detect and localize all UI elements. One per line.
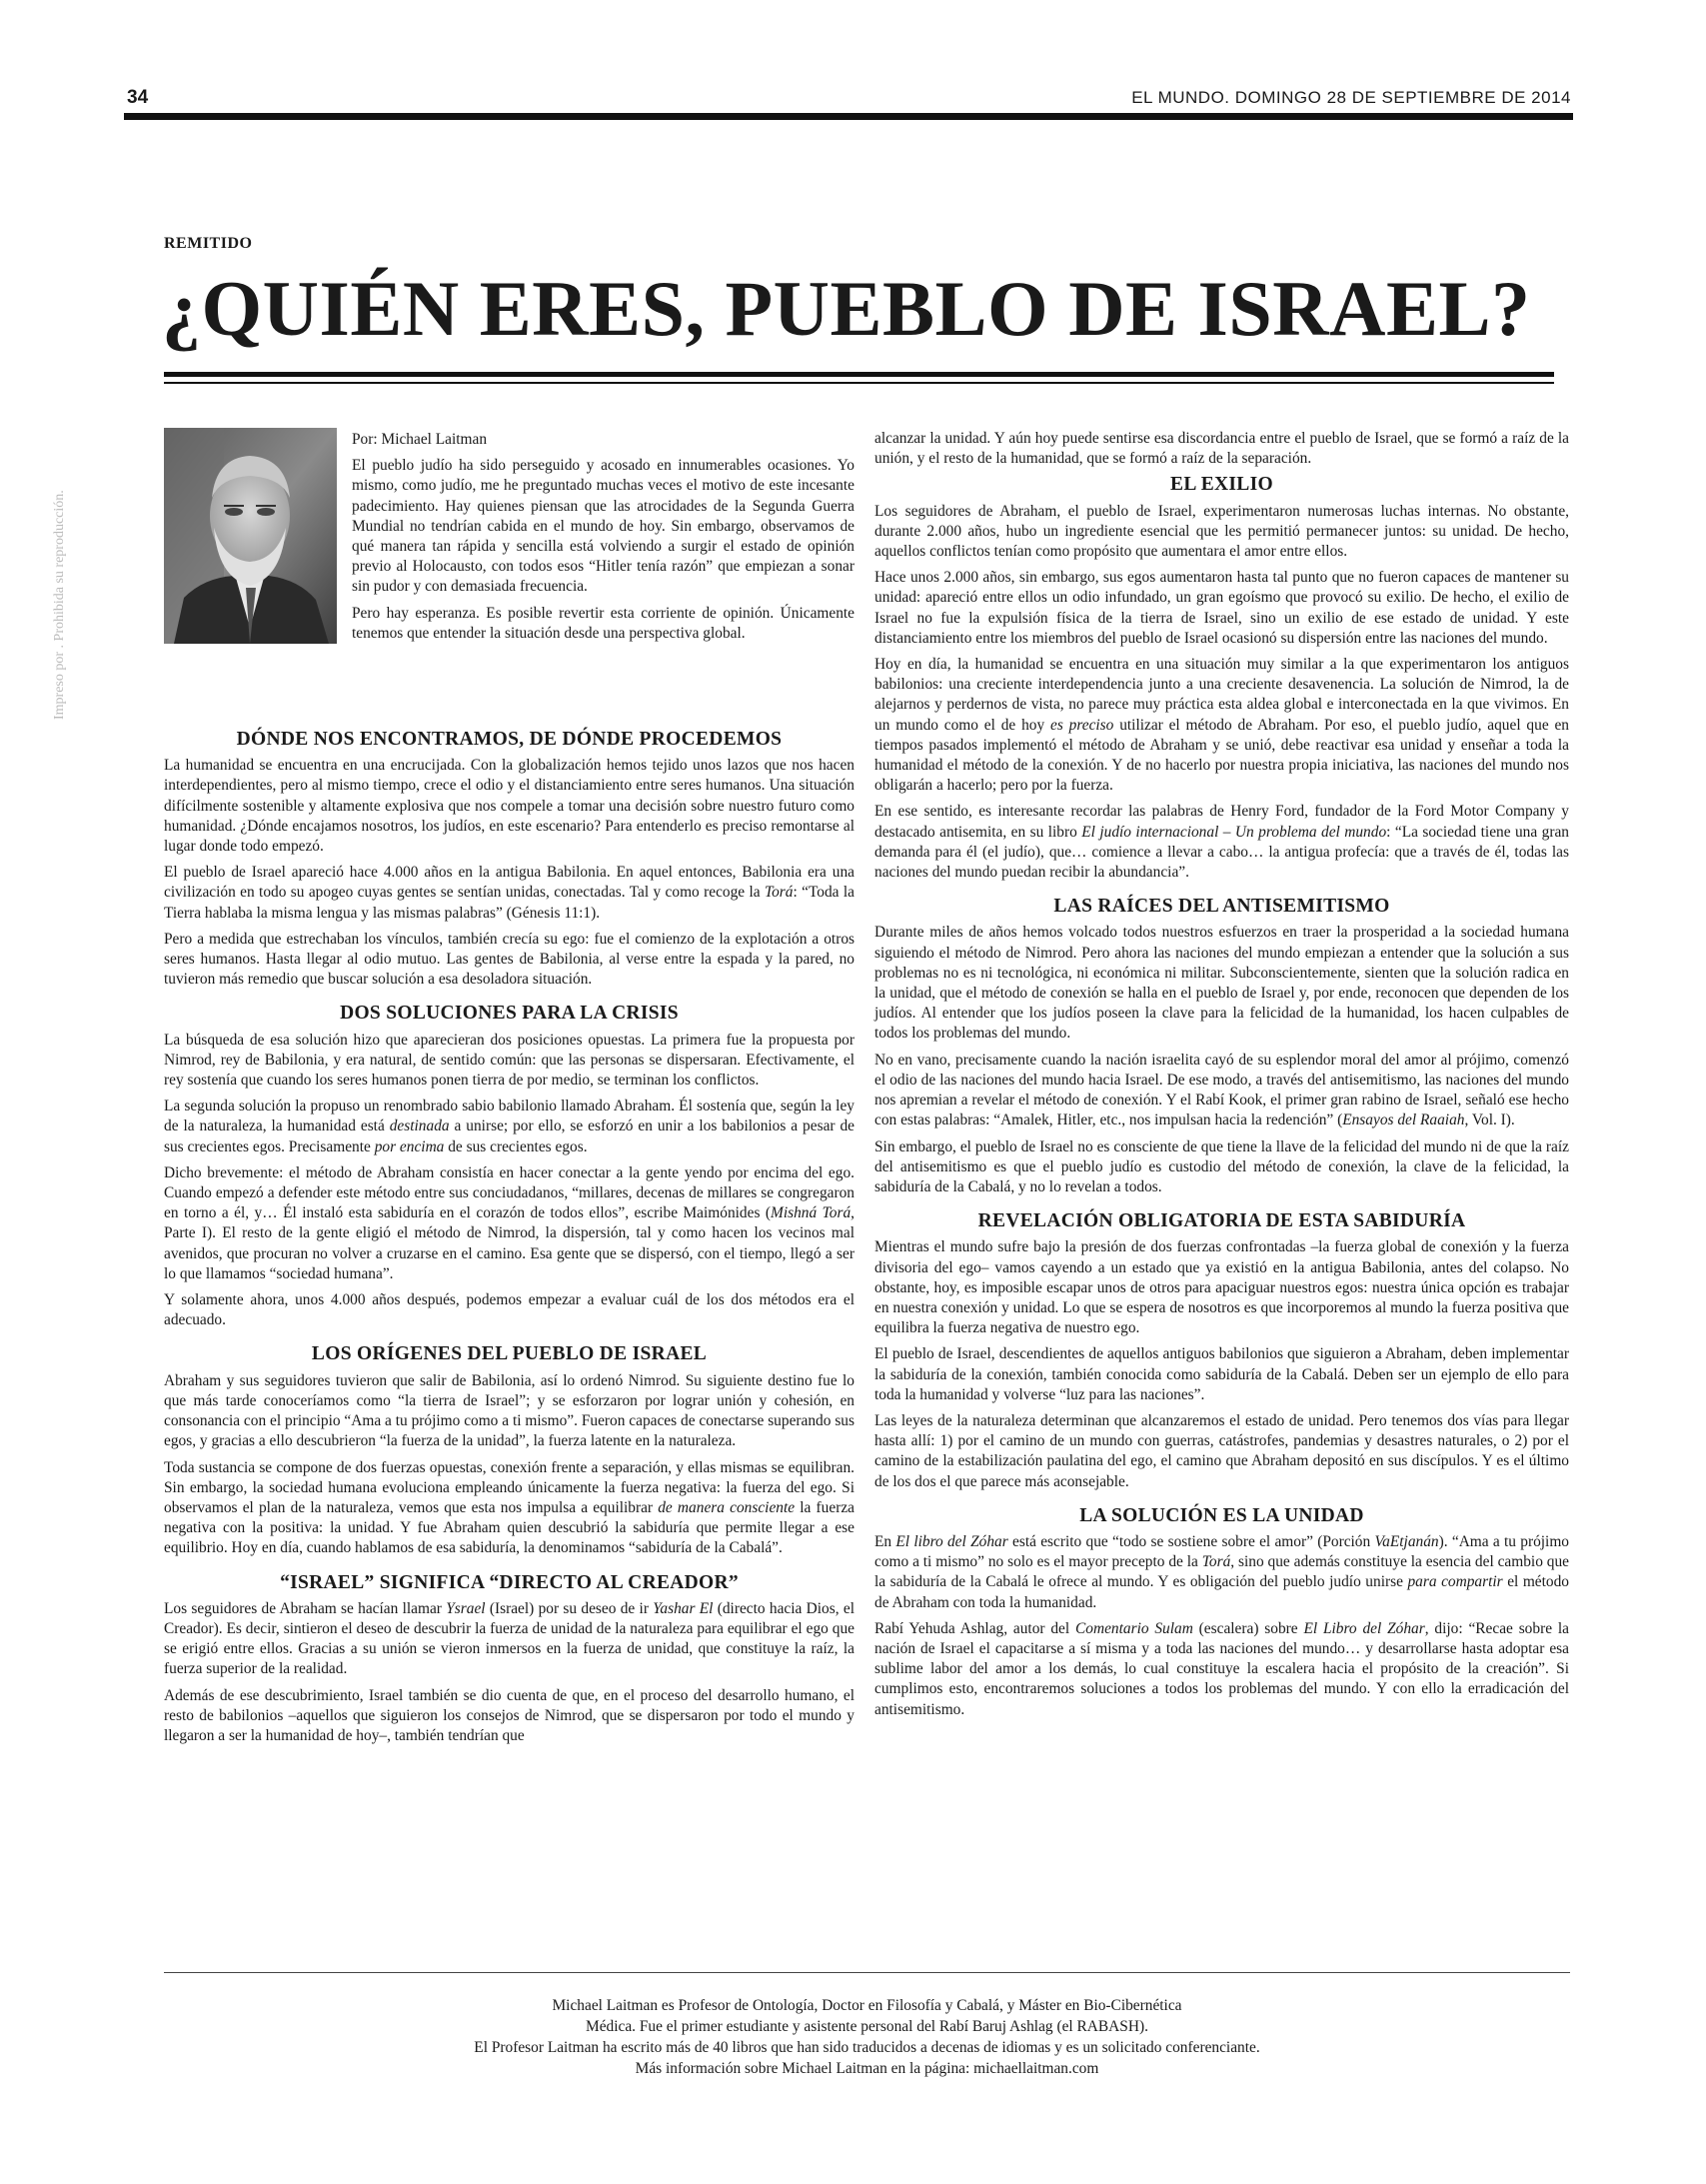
headline-rule-thin bbox=[164, 382, 1554, 384]
paragraph: Pero a medida que estrechaban los vínculos, también crecía su ego: fue el comienzo de la explotación a otros seres humanos. Hasta llegar al odio mutuo. Las gentes de Babilonia, al verse entre la espada y la pared, no tuvieron más remedio que buscar solución a esa desoladora situación. bbox=[164, 930, 854, 989]
section-heading: LOS ORÍGENES DEL PUEBLO DE ISRAEL bbox=[311, 1343, 708, 1365]
copyright-side-note: Impreso por . Prohibida su reproducción. bbox=[52, 490, 67, 720]
section-heading: “ISRAEL” SIGNIFICA “DIRECTO AL CREADOR” bbox=[280, 1571, 739, 1593]
paragraph: Sin embargo, el pueblo de Israel no es consciente de que tiene la llave de la felicidad del mundo ni de que la raíz del antisemitismo es que el pueblo judío es custodio del método de conexión, la clave de la felicidad, la sabiduría de la Cabalá, y no lo revelan a todos. bbox=[874, 1137, 1569, 1195]
paragraph: La segunda solución la propuso un renombrado sabio babilonio llamado Abraham. Él sostenía que, según la ley de la naturaleza, la humanidad está destinada a unirse; por ello, se esforzó en unir a los babilonios a pesar de sus crecientes egos. Precisamente por encima de sus crecientes egos. bbox=[164, 1097, 854, 1155]
footer-line: Médica. Fue el primer estudiante y asistente personal del Rabí Baruj Ashlag (el RABASH). bbox=[586, 2018, 1148, 2035]
paragraph: La búsqueda de esa solución hizo que aparecieran dos posiciones opuestas. La primera fue la propuesta por Nimrod, rey de Babilonia, y era natural, de sentido común: que las personas se dispersaran. Efectivamente, el rey sostenía que cuando los seres humanos ponen tierra de por medio, se terminan los conflictos. bbox=[164, 1031, 854, 1090]
author-bio-footer bbox=[164, 1995, 1570, 2079]
paragraph: Hoy en día, la humanidad se encuentra en una situación muy similar a la que experimentaron los antiguos babilonios: una creciente interdependencia junto a una creciente desavenencia. La solución de Nimrod, la de alejarnos y perdernos de vista, no parece muy práctica esta aldea global e interconectada en la que vivimos. En un mundo como el de hoy es preciso utilizar el método de Abraham. Por eso, el pueblo judío, aquel que en tiempos pasados implementó el método de Abraham y se unió, debe reactivar esa unidad y enseñar a toda la humanidad el método de la conexión. Y de no hacerlo por nuestra propia iniciativa, las naciones del mundo nos obligarán a hacerlo; pero por la fuerza. bbox=[874, 656, 1569, 795]
paragraph: Las leyes de la naturaleza determinan que alcanzaremos el estado de unidad. Pero tenemos dos vías para llegar hasta allí: 1) por el camino de un mundo con guerras, catástrofes, pandemias y desastres naturales, o 2) por el camino de la estabilización paulatina del ego, el camino que Abraham depositó en sus discípulos. Y es el último de los dos el que parece más aconsejable. bbox=[874, 1411, 1569, 1490]
paragraph: Hace unos 2.000 años, sin embargo, sus egos aumentaron hasta tal punto que no fueron capaces de mantener su unidad: apareció entre ellos un odio infundado, un gran egoísmo que provocó su exilio. De hecho, el exilio de Israel no fue la expulsión física de la tierra de Israel, sino un exilio de ese estado de unidad. Y este distanciamiento entre los miembros del pueblo de Israel ocasionó su dispersión entre las naciones del mundo. bbox=[874, 569, 1569, 647]
top-rule bbox=[124, 113, 1573, 120]
paragraph: Toda sustancia se compone de dos fuerzas opuestas, conexión frente a separación, y ellas mismas se equilibran. Sin embargo, la sociedad humana evoluciona empleando únicamente la fuerza negativa: la fuerza del ego. Si observamos el plan de la naturaleza, vemos que esta nos impulsa a equilibrar de manera consciente la fuerza negativa con la positiva: la unidad. Y fue Abraham quien descubrió la sabiduría que permite llegar a ese equilibrio. Hoy en día, cuando hablamos de esa sabiduría, la denominamos “sabiduría de la Cabalá”. bbox=[164, 1458, 854, 1557]
section-heading: DÓNDE NOS ENCONTRAMOS, DE DÓNDE PROCEDEMOS bbox=[236, 729, 783, 750]
paragraph: El pueblo de Israel, descendientes de aquellos antiguos babilonios que siguieron a Abraham, deben implementar la sabiduría de la conexión, también conocida como sabiduría de la Cabalá. Deben ser un ejemplo de ello para toda la humanidad y volverse “luz para las naciones”. bbox=[874, 1345, 1569, 1403]
section-heading: DOS SOLUCIONES PARA LA CRISIS bbox=[340, 1003, 679, 1025]
section-heading: LAS RAÍCES DEL ANTISEMITISMO bbox=[1053, 896, 1390, 918]
paragraph: Durante miles de años hemos volcado todos nuestros esfuerzos en traer la prosperidad a la sociedad humana siguiendo el método de Nimrod. Pero ahora las naciones del mundo empiezan a entender que la solución a sus problemas no es ni tecnológica, ni económica ni militar. Subconscientemente, sienten que la solución radica en la unidad, que el método de conexión se halla en el pueblo de Israel y, por ende, reconocen que dependen de los judíos. Al entender que los judíos poseen la clave para la felicidad de la humanidad, los hacen culpables de todos los problemas del mundo. bbox=[874, 924, 1569, 1043]
paragraph: Dicho brevemente: el método de Abraham consistía en hacer conectar a la gente yendo por encima del ego. Cuando empezó a defender este método entre sus conciudadanos, “millares, decenas de millares se congregaron en torno a él, y… Él instaló esta sabiduría en el corazón de todos ellos”, escribe Maimónides (Mishná Torá, Parte I). El resto de la gente eligió el método de Nimrod, la dispersión, tal y como hacen los vecinos mal avenidos, que procuran no volver a cruzarse en el camino. Esa gente que se dispersó, con el tiempo, llegó a ser lo que llamamos “sociedad humana”. bbox=[164, 1163, 855, 1282]
paragraph: Mientras el mundo sufre bajo la presión de dos fuerzas confrontadas –la fuerza global de conexión y la fuerza divisoria del ego– vamos cayendo a un estado que ya existió en la antigua Babilonia, antes del colapso. No obstante, hoy, es imposible escapar unos de otros para apaciguar nuestros egos: nuestra única opción es trabajar en nuestra conexión y unidad. Lo que se espera de nosotros es que incorporemos al mundo la fuerza positiva que equilibra la fuerza negativa de nuestro ego. bbox=[874, 1238, 1569, 1337]
headline-rule-thick bbox=[164, 372, 1554, 377]
page-number: 34 bbox=[127, 87, 149, 108]
footer-line: Michael Laitman es Profesor de Ontología, Doctor en Filosofía y Cabalá, y Máster en Bio-Cibernética bbox=[552, 1997, 1182, 2014]
section-heading: REVELACIÓN OBLIGATORIA DE ESTA SABIDURÍA bbox=[977, 1210, 1466, 1232]
paragraph: alcanzar la unidad. Y aún hoy puede sentirse esa discordancia entre el pueblo de Israel, que se formó a raíz de la unión, y el resto de la humanidad, que se formó a raíz de la separación. bbox=[874, 430, 1569, 468]
paragraph: La humanidad se encuentra en una encrucijada. Con la globalización hemos tejido unos lazos que nos hacen interdependientes, pero al mismo tiempo, crece el odio y el distanciamiento entre seres humanos. Una situación difícilmente sostenible y altamente explosiva que nos compele a tomar una decisión sobre nuestro futuro como humanidad. ¿Dónde encajamos nosotros, los judíos, en este escenario? Para entenderlo es preciso remontarse al lugar donde todo empezó. bbox=[164, 757, 854, 856]
footer-line: El Profesor Laitman ha escrito más de 40 libros que han sido traducidos a decenas de idiomas y es un solicitado conferenciante. bbox=[474, 2039, 1260, 2056]
author-photo bbox=[164, 428, 337, 644]
section-label: REMITIDO bbox=[164, 235, 253, 252]
intro-column bbox=[352, 430, 854, 650]
section-heading: EL EXILIO bbox=[1170, 474, 1273, 496]
paragraph: En ese sentido, es interesante recordar las palabras de Henry Ford, fundador de la Ford Motor Company y destacado antisemita, en su libro El judío internacional – Un problema del mundo: “La sociedad tiene una gran demanda para él (el judío), que… comience a llevar a cabo… la antigua profecía: que a través de él, todas las naciones del mundo puedan recibir la abundancia”. bbox=[874, 803, 1569, 882]
paragraph: Los seguidores de Abraham se hacían llamar Ysrael (Israel) por su deseo de ir Yashar El (directo hacia Dios, el Creador). Es decir, sintieron el deseo de descubrir la fuerza de unidad de la naturaleza para equilibrar el ego que se erigió entre ellos. Gracias a su unión se vieron inmersos en la fuerza de unidad, que constituye la raíz, la fuerza superior de la realidad. bbox=[164, 1599, 854, 1678]
headline: ¿QUIÉN ERES, PUEBLO DE ISRAEL? bbox=[162, 265, 1531, 352]
paragraph: Además de ese descubrimiento, Israel también se dio cuenta de que, en el proceso del desarrollo humano, el resto de babilonios –aquellos que siguieron los consejos de Nimrod, que se dispersaron por todo el mundo y llegaron a ser la humanidad de hoy–, también tendrían que bbox=[164, 1686, 854, 1744]
intro-paragraph: El pueblo judío ha sido perseguido y acosado en innumerables ocasiones. Yo mismo, como judío, me he preguntado muchas veces el motivo de este incesante padecimiento. Hay quienes piensan que las atrocidades de la Segunda Guerra Mundial no tendrían cabida en el mundo de hoy. Sin embargo, observamos de qué manera tan rápida y sencilla está volviendo a surgir el estado de opinión previo al Holocausto, con todos esos “Hitler tenía razón” que empiezan a sonar sin pudor y con demasiada frecuencia. bbox=[352, 457, 854, 596]
right-column bbox=[874, 429, 1569, 1726]
paragraph: En El libro del Zóhar está escrito que “todo se sostiene sobre el amor” (Porción VaEtjanán). “Ama a tu prójimo como a ti mismo” no solo es el mayor precepto de la Torá, sino que además constituye la esencia del cambio que la sabiduría de la Cabalá le ofrece al mundo. Y es obligación del pueblo judío unirse para compartir el método de Abraham con toda la humanidad. bbox=[874, 1532, 1570, 1611]
author-portrait-image bbox=[164, 428, 337, 644]
paragraph: Los seguidores de Abraham, el pueblo de Israel, experimentaron numerosas luchas internas. No obstante, durante 2.000 años, hubo un ingrediente esencial que les permitió permanecer juntos: su unidad. De hecho, aquellos conflictos tenían como propósito que aumentara el amor entre ellos. bbox=[874, 502, 1569, 561]
left-column bbox=[164, 716, 854, 1752]
paragraph: Abraham y sus seguidores tuvieron que salir de Babilonia, así lo ordenó Nimrod. Su siguiente destino fue lo que más tarde conoceríamos como “la tierra de Israel”; y se esforzaron por lograr unión y cohesión, en consonancia con el principio “Ama a tu prójimo como a ti mismo”. Fueron capaces de conectarse superando sus egos, y gracias a ello descubrieron “la fuerza de la unidad”, la fuerza latente en la naturaleza. bbox=[164, 1371, 854, 1450]
section-heading: LA SOLUCIÓN ES LA UNIDAD bbox=[1079, 1504, 1364, 1526]
paragraph: Rabí Yehuda Ashlag, autor del Comentario Sulam (escalera) sobre El Libro del Zóhar, dijo: “Recae sobre la nación de Israel el capacitarse a sí misma y a toda las naciones del mundo… y desarrollarse hasta adoptar esa sublime labor del amor a los demás, lo cual constituye la escalera hacia el propósito de la creación”. Si cumplimos esto, encontraremos soluciones a todos los problemas del mundo. Y con ello la erradicación del antisemitismo. bbox=[874, 1619, 1569, 1718]
paragraph: No en vano, precisamente cuando la nación israelita cayó de su esplendor moral del amor al prójimo, comenzó el odio de las naciones del mundo hacia Israel. De ese modo, a través del antisemitismo, las naciones del mundo nos apremian a revelar el método de conexión. Y el Rabí Kook, el primer gran rabino de Israel, señaló ese hecho con estas palabras: “Amalek, Hitler, etc., nos impulsan hacia la redención” (Ensayos del Raaiah, Vol. I). bbox=[874, 1051, 1569, 1129]
dateline: EL MUNDO. DOMINGO 28 DE SEPTIEMBRE DE 2014 bbox=[1131, 88, 1571, 107]
paragraph: Y solamente ahora, unos 4.000 años después, podemos empezar a evaluar cuál de los dos métodos era el adecuado. bbox=[164, 1291, 854, 1329]
footer-line: Más información sobre Michael Laitman en la página: michaellaitman.com bbox=[635, 2060, 1099, 2077]
paragraph: El pueblo de Israel apareció hace 4.000 años en la antigua Babilonia. En aquel entonces, Babilonia era una civilización en todo su apogeo cuyas gentes se sentían unidas, conectadas. Tal y como recoge la Torá: “Toda la Tierra hablaba la misma lengua y las mismas palabras” (Génesis 11:1). bbox=[164, 864, 854, 922]
intro-paragraph: Pero hay esperanza. Es posible revertir esta corriente de opinión. Únicamente tenemos que entender la situación desde una perspectiva global. bbox=[352, 604, 854, 642]
footer-rule bbox=[164, 1972, 1570, 1973]
byline: Por: Michael Laitman bbox=[352, 431, 488, 448]
